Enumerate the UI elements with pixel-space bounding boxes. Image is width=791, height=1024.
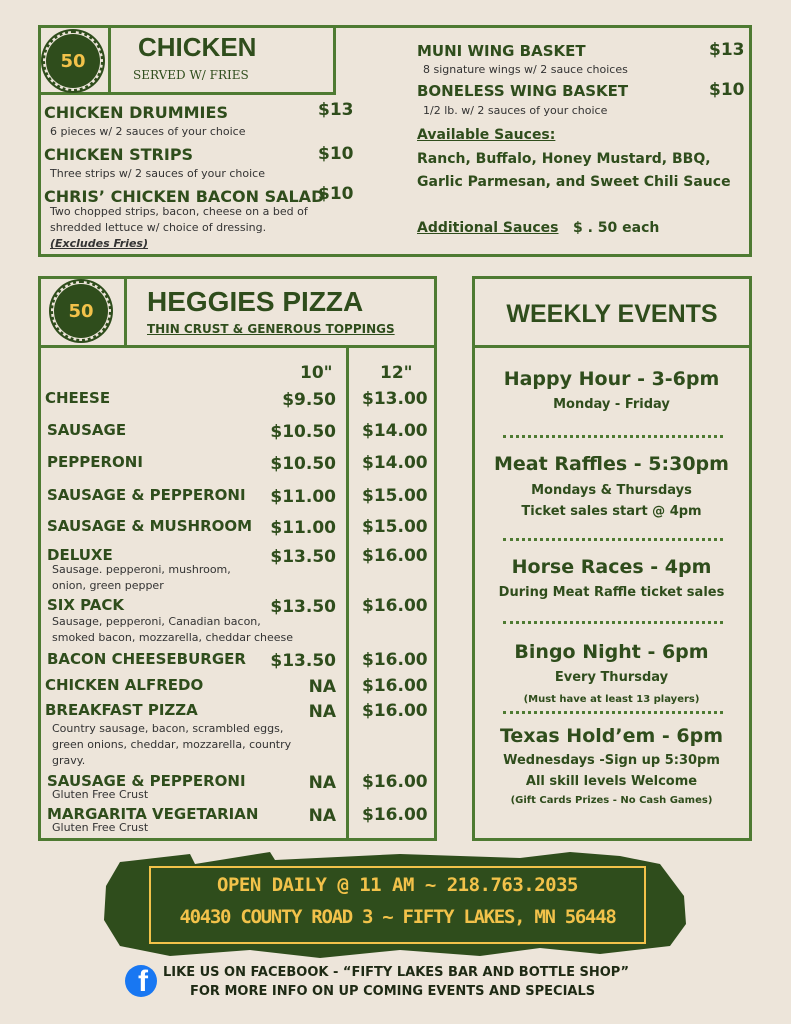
pizza-price-10: $10.50: [270, 422, 336, 442]
pizza-price-10: $13.50: [270, 651, 336, 671]
pizza-item-name: MARGARITA VEGETARIAN: [47, 805, 259, 823]
pizza-item-desc: Gluten Free Crust: [52, 821, 149, 834]
pizza-title: HEGGIES PIZZA: [147, 286, 364, 317]
event-happy-hour-title: Happy Hour - 3-6pm: [503, 368, 720, 390]
pizza-price-10: NA: [308, 677, 336, 697]
pizza-badge-icon: 50: [54, 284, 108, 338]
event-divider: [503, 435, 723, 438]
footer-address: 40430 COUNTY ROAD 3 ~ FIFTY LAKES, MN 56448: [179, 906, 616, 928]
pizza-item-name: BREAKFAST PIZZA: [45, 701, 198, 719]
pizza-header-divider: [124, 276, 127, 346]
pizza-price-10: $11.00: [270, 487, 336, 507]
chicken-strips-desc: Three strips w/ 2 sauces of your choice: [50, 167, 265, 180]
pizza-item-desc: smoked bacon, mozzarella, cheddar cheese: [52, 631, 294, 644]
pizza-price-10: $9.50: [282, 390, 336, 410]
pizza-price-10: NA: [308, 806, 336, 826]
pizza-item-name: DELUXE: [47, 546, 113, 564]
pizza-item-name: SAUSAGE & MUSHROOM: [47, 517, 253, 535]
event-bingo-line1: Every Thursday: [554, 670, 669, 685]
event-holdem-line1: Wednesdays -Sign up 5:30pm: [503, 753, 720, 768]
chicken-salad-price: $10: [318, 184, 354, 204]
pizza-price-10: $13.50: [270, 597, 336, 617]
pizza-header-bottom-line: [38, 345, 437, 348]
pizza-price-12: $13.00: [362, 389, 428, 409]
events-header-bottom-line: [472, 345, 752, 348]
event-meat-raffles-line2: Ticket sales start @ 4pm: [521, 504, 702, 519]
col-12-header: 12": [380, 363, 413, 383]
pizza-item-name: PEPPERONI: [47, 453, 143, 471]
pizza-price-12: $16.00: [362, 546, 428, 566]
pizza-price-12: $16.00: [362, 772, 428, 792]
muni-wing-price: $13: [709, 40, 745, 60]
chicken-title: CHICKEN: [138, 32, 257, 62]
event-bingo-title: Bingo Night - 6pm: [514, 641, 709, 663]
chicken-subtitle: SERVED W/ FRIES: [133, 68, 249, 82]
chicken-badge-icon: 50: [46, 34, 100, 88]
pizza-price-10: $13.50: [270, 547, 336, 567]
muni-wing-name: MUNI WING BASKET: [417, 42, 586, 60]
sauces-line-1: Ranch, Buffalo, Honey Mustard, BBQ,: [417, 151, 711, 167]
chicken-salad-note: (Excludes Fries): [50, 237, 149, 250]
additional-sauces-price: $ . 50 each: [573, 220, 660, 236]
sauces-line-2: Garlic Parmesan, and Sweet Chili Sauce: [417, 174, 731, 190]
chicken-strips-name: CHICKEN STRIPS: [44, 145, 194, 164]
pizza-item-name: SAUSAGE: [47, 421, 127, 439]
chicken-strips-price: $10: [318, 144, 354, 164]
event-happy-hour-line1: Monday - Friday: [553, 397, 670, 412]
col-10-header: 10": [300, 363, 333, 383]
pizza-price-12: $14.00: [362, 421, 428, 441]
additional-sauces-label: Additional Sauces: [417, 220, 559, 236]
pizza-price-10: NA: [308, 702, 336, 722]
pizza-price-12: $15.00: [362, 486, 428, 506]
boneless-wing-desc: 1/2 lb. w/ 2 sauces of your choice: [423, 104, 608, 117]
pizza-item-desc: Sausage, pepperoni, Canadian bacon,: [52, 615, 261, 628]
pizza-subtitle: THIN CRUST & GENEROUS TOPPINGS: [147, 322, 395, 336]
chicken-header-divider: [108, 28, 111, 92]
pizza-price-12: $15.00: [362, 517, 428, 537]
pizza-price-10: $11.00: [270, 518, 336, 538]
muni-wing-desc: 8 signature wings w/ 2 sauce choices: [423, 63, 628, 76]
pizza-price-10: $10.50: [270, 454, 336, 474]
pizza-price-12: $16.00: [362, 805, 428, 825]
pizza-price-12: $16.00: [362, 596, 428, 616]
pizza-item-desc: Gluten Free Crust: [52, 788, 149, 801]
event-horse-races-title: Horse Races - 4pm: [511, 556, 712, 578]
event-horse-races-line1: During Meat Raffle ticket sales: [498, 585, 725, 600]
chicken-salad-desc-2: shredded lettuce w/ choice of dressing.: [50, 221, 267, 234]
boneless-wing-price: $10: [709, 80, 745, 100]
boneless-wing-name: BONELESS WING BASKET: [417, 82, 629, 100]
event-holdem-line2: All skill levels Welcome: [525, 774, 698, 789]
event-bingo-note: (Must have at least 13 players): [523, 694, 700, 705]
event-divider: [503, 711, 723, 714]
events-title: WEEKLY EVENTS: [506, 300, 718, 328]
event-holdem-title: Texas Hold’em - 6pm: [499, 725, 724, 747]
event-divider: [503, 538, 723, 541]
chicken-salad-desc-1: Two chopped strips, bacon, cheese on a bed of: [50, 205, 308, 218]
chicken-salad-name: CHRIS’ CHICKEN BACON SALAD: [44, 187, 325, 206]
chicken-drummies-name: CHICKEN DRUMMIES: [44, 103, 228, 122]
facebook-line-1: LIKE US ON FACEBOOK - “FIFTY LAKES BAR AND BOTTLE SHOP”: [163, 965, 630, 980]
pizza-price-12: $14.00: [362, 453, 428, 473]
facebook-icon[interactable]: f: [125, 965, 157, 997]
pizza-item-name: BACON CHEESEBURGER: [47, 650, 246, 668]
event-holdem-note: (Gift Cards Prizes - No Cash Games): [510, 795, 713, 806]
pizza-price-12: $16.00: [362, 676, 428, 696]
pizza-price-12: $16.00: [362, 701, 428, 721]
pizza-item-desc: green onions, cheddar, mozzarella, country: [52, 738, 292, 751]
chicken-drummies-price: $13: [318, 100, 354, 120]
chicken-drummies-desc: 6 pieces w/ 2 sauces of your choice: [50, 125, 246, 138]
event-meat-raffles-line1: Mondays & Thursdays: [531, 483, 692, 498]
pizza-column-divider: [346, 346, 349, 841]
pizza-item-name: SIX PACK: [47, 596, 125, 614]
event-divider: [503, 621, 723, 624]
pizza-price-10: NA: [308, 773, 336, 793]
pizza-item-name: SAUSAGE & PEPPERONI: [47, 486, 246, 504]
facebook-line-2: FOR MORE INFO ON UP COMING EVENTS AND SPECIALS: [190, 984, 596, 999]
pizza-item-name: CHICKEN ALFREDO: [45, 676, 204, 694]
pizza-item-desc: Country sausage, bacon, scrambled eggs,: [52, 722, 284, 735]
pizza-price-12: $16.00: [362, 650, 428, 670]
pizza-item-name: SAUSAGE & PEPPERONI: [47, 772, 246, 790]
pizza-item-desc: Sausage. pepperoni, mushroom,: [52, 563, 231, 576]
footer-hours-phone: OPEN DAILY @ 11 AM ~ 218.763.2035: [217, 874, 578, 896]
pizza-item-desc: onion, green pepper: [52, 579, 164, 592]
pizza-item-name: CHEESE: [45, 389, 111, 407]
event-meat-raffles-title: Meat Raffles - 5:30pm: [494, 453, 729, 475]
sauces-heading: Available Sauces:: [417, 127, 556, 143]
pizza-item-desc: gravy.: [52, 754, 86, 767]
